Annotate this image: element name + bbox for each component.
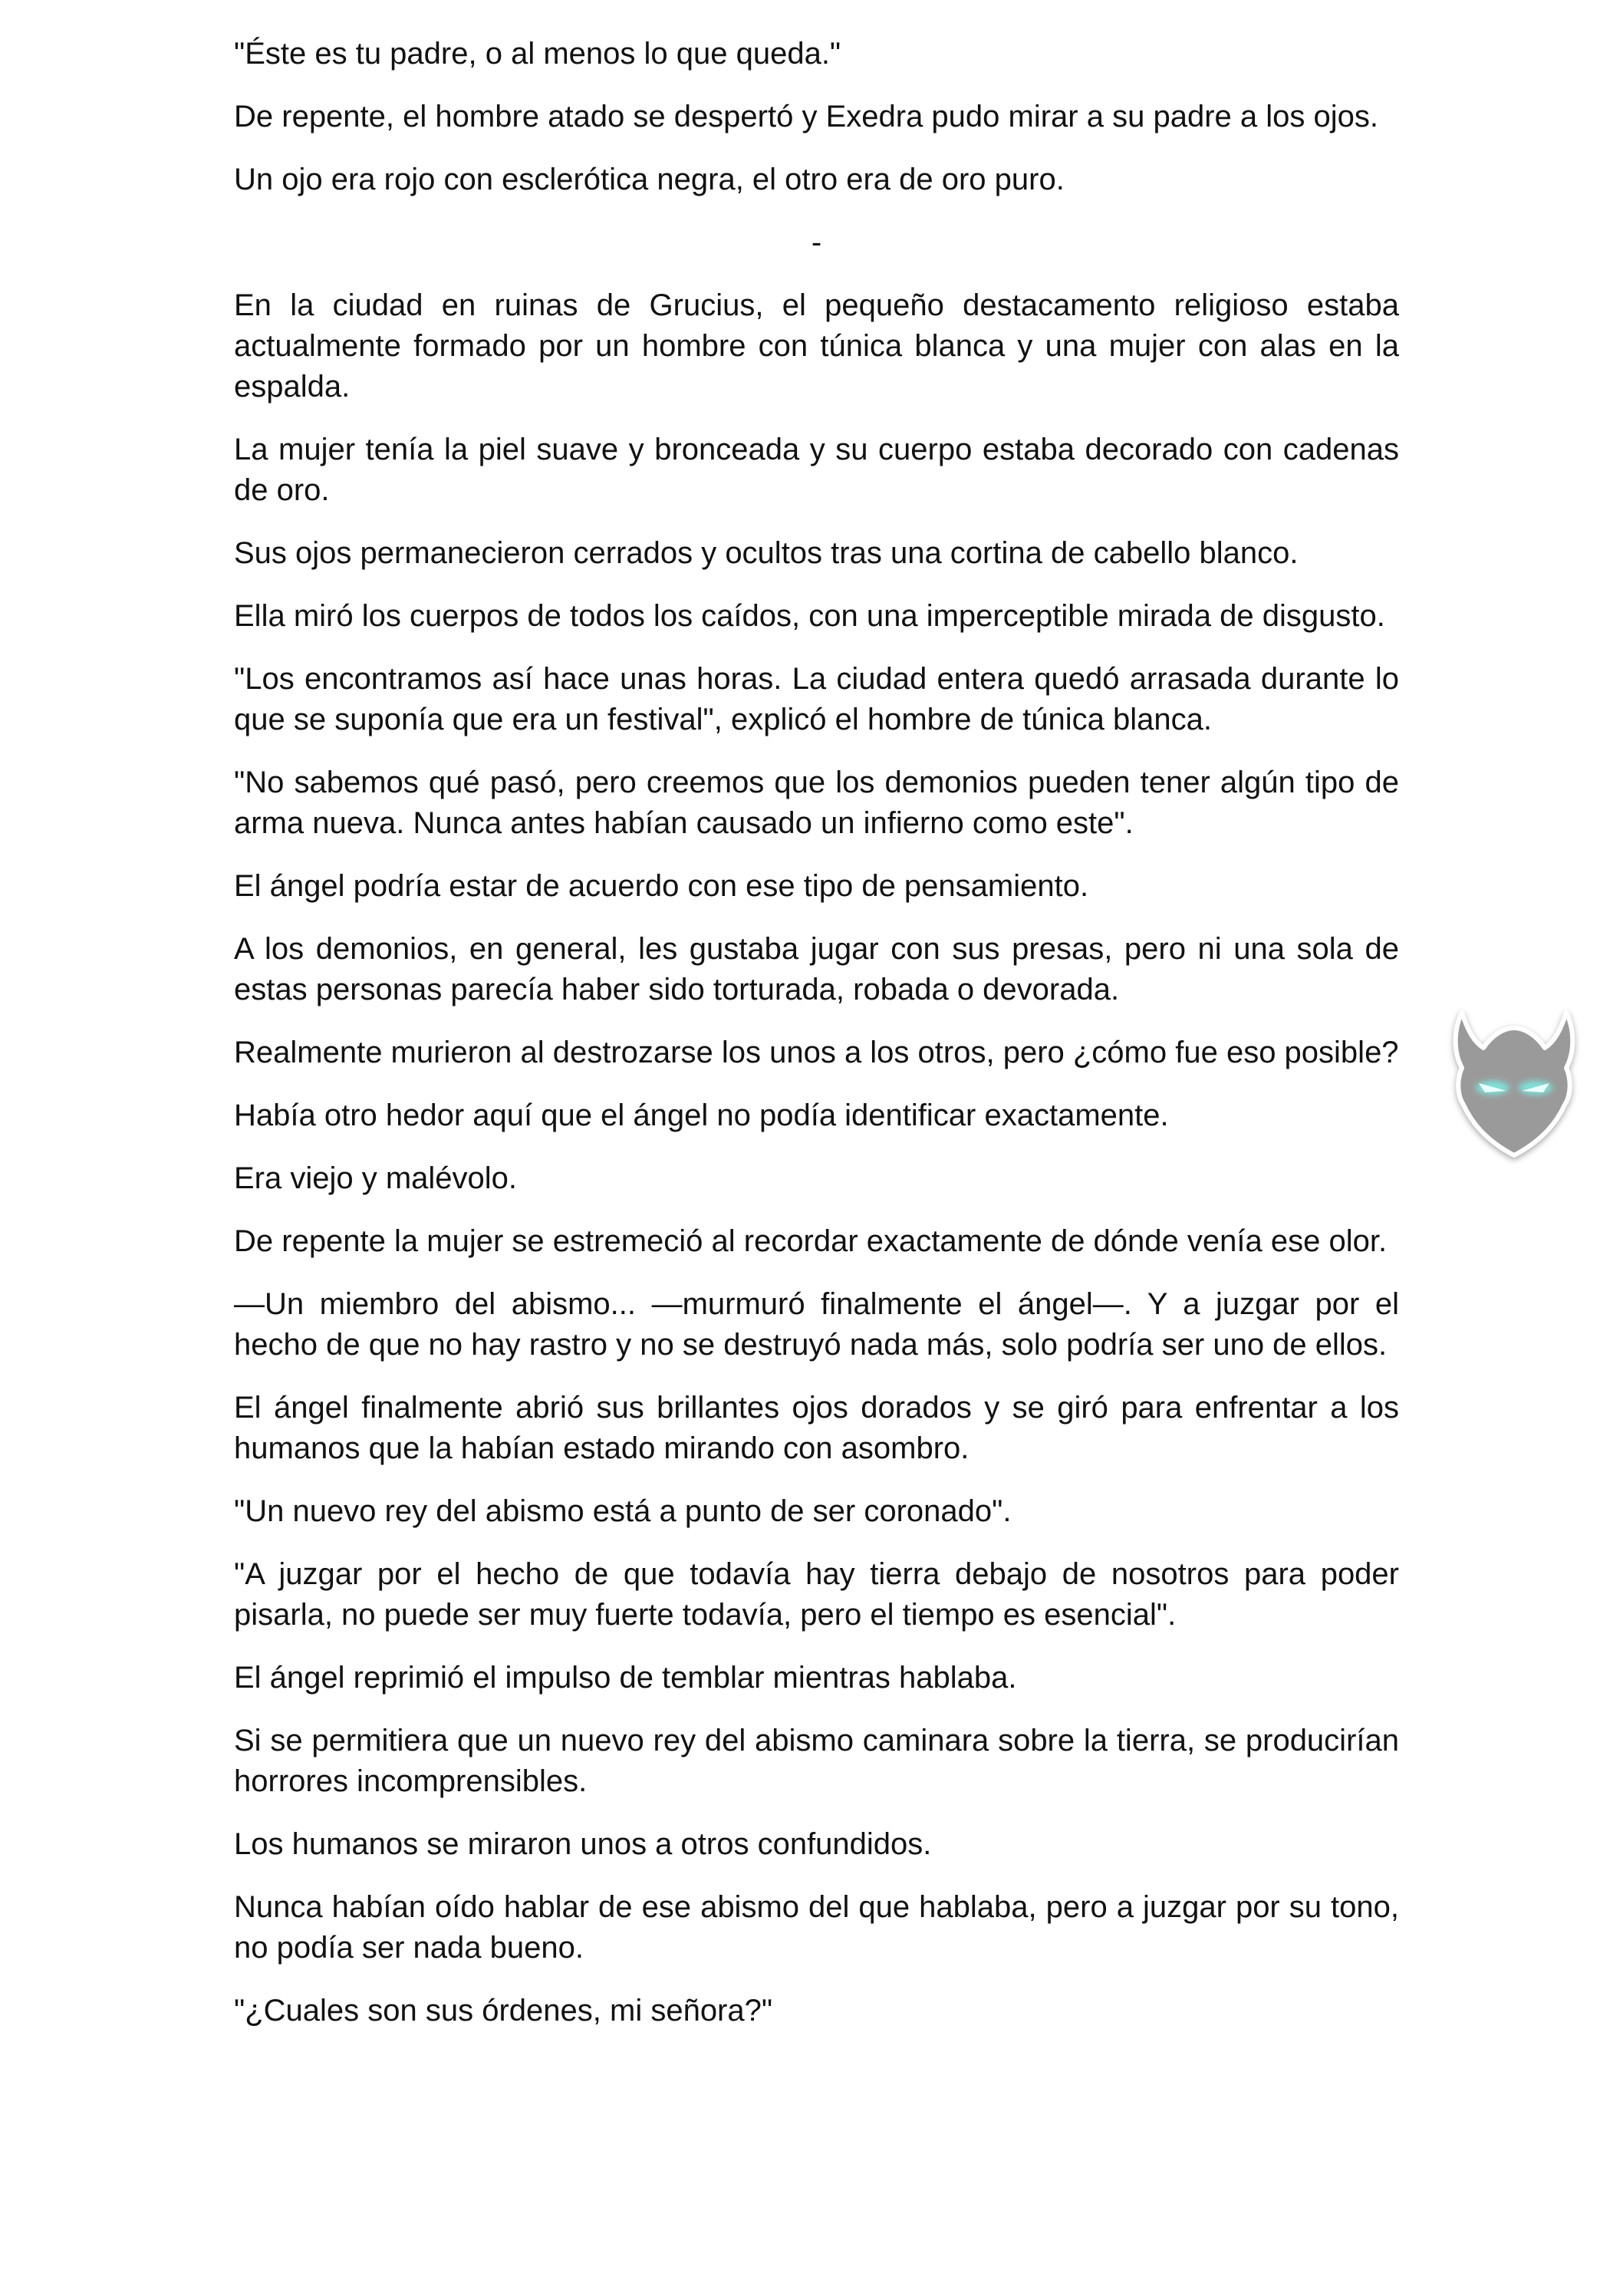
paragraph: A los demonios, en general, les gustaba jugar con sus presas, pero ni una sola de estas personas parecía haber sido torturada, robada o devorada. [234,932,1399,1006]
paragraph: Había otro hedor aquí que el ángel no podía identificar exactamente. [234,1099,1169,1132]
paragraph: El ángel reprimió el impulso de temblar mientras hablaba. [234,1661,1017,1695]
paragraph: —Un miembro del abismo... —murmuró finalmente el ángel—. Y a juzgar por el hecho de que no hay rastro y no se destruyó nada más, solo podría ser uno de ellos. [234,1287,1399,1362]
paragraph: En la ciudad en ruinas de Grucius, el pequeño destacamento religioso estaba actualmente formado por un hombre con túnica blanca y una mujer con alas en la espalda. [234,288,1399,404]
paragraph: De repente la mujer se estremeció al recordar exactamente de dónde venía ese olor. [234,1224,1388,1258]
paragraph: Era viejo y malévolo. [234,1161,518,1195]
paragraph: "Los encontramos así hace unas horas. La ciudad entera quedó arrasada durante lo que se suponía que era un festival", explicó el hombre de túnica blanca. [234,662,1399,736]
paragraph: La mujer tenía la piel suave y bronceada y su cuerpo estaba decorado con cadenas de oro. [234,433,1399,507]
paragraph: "No sabemos qué pasó, pero creemos que los demonios pueden tener algún tipo de arma nueva. Nunca antes habían causado un infierno como este". [234,766,1399,840]
paragraph: De repente, el hombre atado se despertó y Exedra pudo mirar a su padre a los ojos. [234,100,1378,133]
paragraph: "Éste es tu padre, o al menos lo que queda." [234,37,841,71]
paragraph: Si se permitiera que un nuevo rey del abismo caminara sobre la tierra, se producirían horrores incomprensibles. [234,1724,1399,1798]
paragraph: El ángel finalmente abrió sus brillantes ojos dorados y se giró para enfrentar a los humanos que la habían estado mirando con asombro. [234,1391,1399,1465]
document-body [234,34,1399,2054]
demon-head-icon [1445,997,1583,1166]
paragraph: Sus ojos permanecieron cerrados y ocultos tras una cortina de cabello blanco. [234,536,1299,570]
paragraph: El ángel podría estar de acuerdo con ese tipo de pensamiento. [234,869,1089,903]
paragraph: "A juzgar por el hecho de que todavía hay tierra debajo de nosotros para poder pisarla, no puede ser muy fuerte todavía, pero el tiempo es esencial". [234,1557,1399,1632]
section-separator: - [811,226,822,259]
paragraph: "Un nuevo rey del abismo está a punto de ser coronado". [234,1494,1012,1528]
paragraph: "¿Cuales son sus órdenes, mi señora?" [234,1994,773,2028]
paragraph: Realmente murieron al destrozarse los unos a los otros, pero ¿cómo fue eso posible? [234,1036,1399,1069]
paragraph: Un ojo era rojo con esclerótica negra, el otro era de oro puro. [234,163,1065,196]
paragraph: Ella miró los cuerpos de todos los caídos, con una imperceptible mirada de disgusto. [234,599,1385,633]
paragraph: Nunca habían oído hablar de ese abismo del que hablaba, pero a juzgar por su tono, no podía ser nada bueno. [234,1890,1399,1965]
paragraph: Los humanos se miraron unos a otros confundidos. [234,1827,932,1861]
